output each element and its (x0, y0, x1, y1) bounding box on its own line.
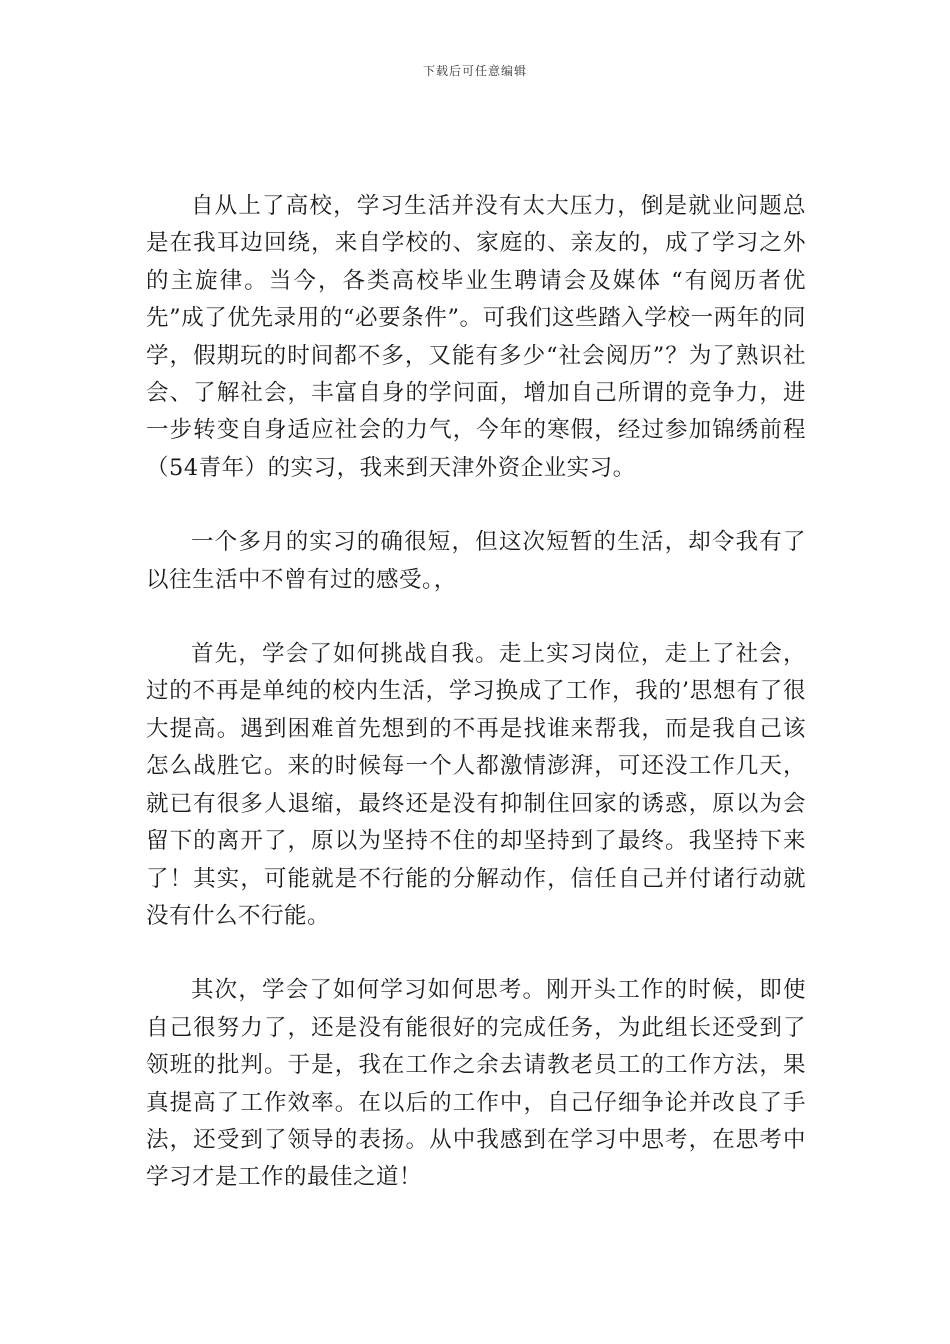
paragraph-learn-think: 其次，学会了如何学习如何思考。刚开头工作的时候，即使自己很努力了，还是没有能很好的完成任务，为此组长还受到了领班的批判。于是，我在工作之余去请教老员工的工作方法，果真提高了工作效率。在以后的工作中，自己仔细争论并改良了手法，还受到了领导的表扬。从中我感到在学习中思考，在思考中学习才是工作的最佳之道！ (146, 977, 806, 1191)
paragraph-intro: 自从上了高校，学习生活并没有太大压力，倒是就业问题总是在我耳边回绕，来自学校的、家庭的、亲友的，成了学习之外的主旋律。当今，各类高校毕业生聘请会及媒体 “有阅历者优先”成了优先录用的“必要条件”。可我们这些踏入学校一两年的同学，假期玩的时间都不多，又能有多少“社会阅历”？为了熟识社会、了解社会，丰富自身的学问面，增加自己所谓的竞争力，进一步转变自身适应社会的力气，今年的寒假，经过参加锦绣前程（54青年）的实习，我来到天津外资企业实习。 (146, 193, 806, 481)
document-body (146, 188, 806, 1197)
page-header: 下载后可任意编辑 (422, 64, 527, 78)
paragraph-feelings: 一个多月的实习的确很短，但这次短暂的生活，却令我有了以往生活中不曾有过的感受。， (146, 529, 806, 593)
paragraph-challenge-self: 首先，学会了如何挑战自我。走上实习岗位，走上了社会，过的不再是单纯的校内生活，学习换成了工作，我的’思想有了很大提高。遇到困难首先想到的不再是找谁来帮我，而是我自己该怎么战胜它。来的时候每一个人都激情澎湃，可还没工作几天，就已有很多人退缩，最终还是没有抑制住回家的诱惑，原以为会留下的离开了，原以为坚持不住的却坚持到了最终。我坚持下来了！其实，可能就是不行能的分解动作，信任自己并付诸行动就没有什么不行能。 (146, 641, 806, 929)
